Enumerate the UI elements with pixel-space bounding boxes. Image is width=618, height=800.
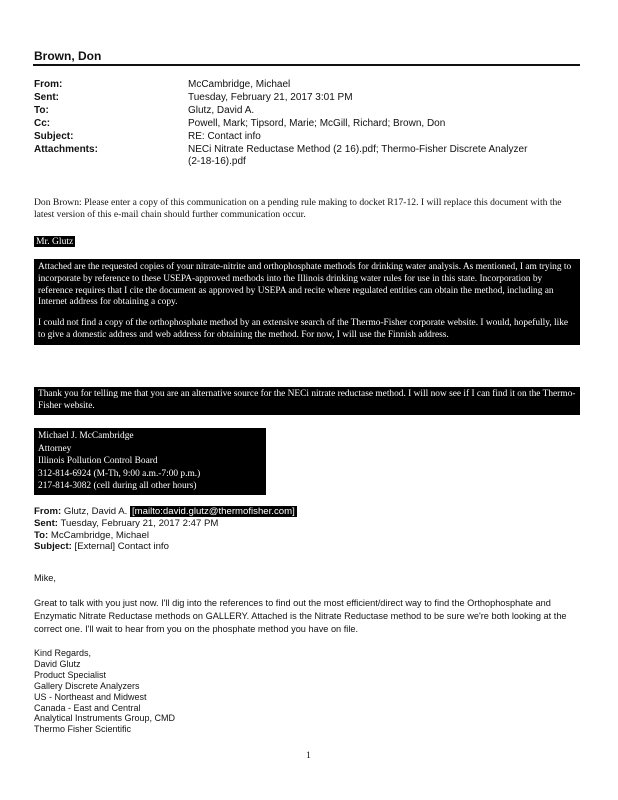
fwd-sent-value: Tuesday, February 21, 2017 2:47 PM xyxy=(60,517,219,529)
docket-note: Don Brown: Please enter a copy of this communication on a pending rule making to docket R17-12. I will replace this document with the latest version of this e-mail chain should further communication occur. xyxy=(34,197,562,220)
title-divider xyxy=(33,64,580,66)
to-value: Glutz, David A. xyxy=(188,105,255,116)
reply-greeting: Mike, xyxy=(34,573,56,583)
fwd-from-label: From: xyxy=(34,506,62,517)
closing-line-7: Analytical Instruments Group, CMD xyxy=(34,713,176,724)
salutation: Mr. Glutz xyxy=(36,236,74,247)
closing-line-6: Canada - East and Central xyxy=(34,702,141,713)
fwd-sent-label: Sent: xyxy=(34,517,58,529)
closing-line-2: David Glutz xyxy=(34,658,81,669)
closing-line-8: Thermo Fisher Scientific xyxy=(34,724,132,735)
closing-line-4: Gallery Discrete Analyzers xyxy=(34,680,140,691)
fwd-subject-label: Subject: xyxy=(34,541,72,553)
page-number: 1 xyxy=(306,750,311,761)
signature-org: Illinois Pollution Control Board xyxy=(38,456,158,466)
document-title: Brown, Don xyxy=(34,49,102,63)
signature-phone-1: 312-814-6924 (M-Th, 9:00 a.m.-7:00 p.m.) xyxy=(38,468,201,479)
signature-name: Michael J. McCambridge xyxy=(38,431,134,441)
closing-line-3: Product Specialist xyxy=(34,669,107,680)
message-paragraph-2: I could not find a copy of the orthophosphate method by an extensive search of the Thermo-Fisher corporate website. I would, hopefully, like to give a domestic address and web address for obtaining the method. For now, I will use the Finnish address. xyxy=(38,318,569,340)
message-paragraph-1: Attached are the requested copies of your nitrate-nitrite and orthophosphate methods for drinking water analysis. As mentioned, I am trying to incorporate by reference to these USEPA-approved methods into the Illinois drinking water rules for use in this state. Incorporation by reference requires that I cite the document as approved by USEPA and recite where regulated entities can obtain the method, including an Internet address for obtaining a copy. xyxy=(38,262,572,308)
fwd-subject-value: [External] Contact info xyxy=(74,541,169,553)
closing-line-5: US - Northeast and Midwest xyxy=(34,691,147,702)
sent-value: Tuesday, February 21, 2017 3:01 PM xyxy=(188,92,353,103)
signature-block xyxy=(34,428,266,495)
closing-line-1: Kind Regards, xyxy=(34,648,92,658)
fwd-to-value: McCambridge, Michael xyxy=(50,529,149,541)
subject-value: RE: Contact info xyxy=(188,131,261,142)
signature-role: Attorney xyxy=(38,443,72,454)
from-value: McCambridge, Michael xyxy=(188,79,291,90)
cc-value: Powell, Mark; Tipsord, Marie; McGill, Richard; Brown, Don xyxy=(188,118,446,129)
cc-label: Cc: xyxy=(34,118,51,129)
forwarded-header xyxy=(34,506,297,553)
attachments-label: Attachments: xyxy=(34,144,98,155)
attachments-value: NECi Nitrate Reductase Method (2 16).pdf; Thermo-Fisher Discrete Analyzer (2-18-16).pdf xyxy=(188,144,528,167)
to-label: To: xyxy=(34,105,49,116)
subject-label: Subject: xyxy=(34,131,74,142)
signature-phone-2: 217-814-3082 (cell during all other hours) xyxy=(38,481,197,491)
reply-body: Great to talk with you just now. I'll dig into the references to find out the most efficient/direct way to find the Orthophosphate and Enzymatic Nitrate Reductase methods on GALLERY. Attached is the Nitrate Reductase method to be sure we're both looking at the correct one. I'll wait to hear from you on the phosphate method you have on file. xyxy=(34,598,567,634)
sent-label: Sent: xyxy=(34,92,59,103)
fwd-to-label: To: xyxy=(34,529,49,541)
closing-block xyxy=(34,648,175,735)
from-label: From: xyxy=(34,79,63,90)
message-body-box xyxy=(34,259,580,345)
fwd-from-email-link[interactable]: [mailto:david.glutz@thermofisher.com] xyxy=(131,506,295,517)
fwd-from-name: Glutz, David A. xyxy=(63,506,128,517)
message-paragraph-3: Thank you for telling me that you are an alternative source for the NECi nitrate reductase method. I will now see if I can find it on the Thermo-Fisher website. xyxy=(34,387,580,415)
